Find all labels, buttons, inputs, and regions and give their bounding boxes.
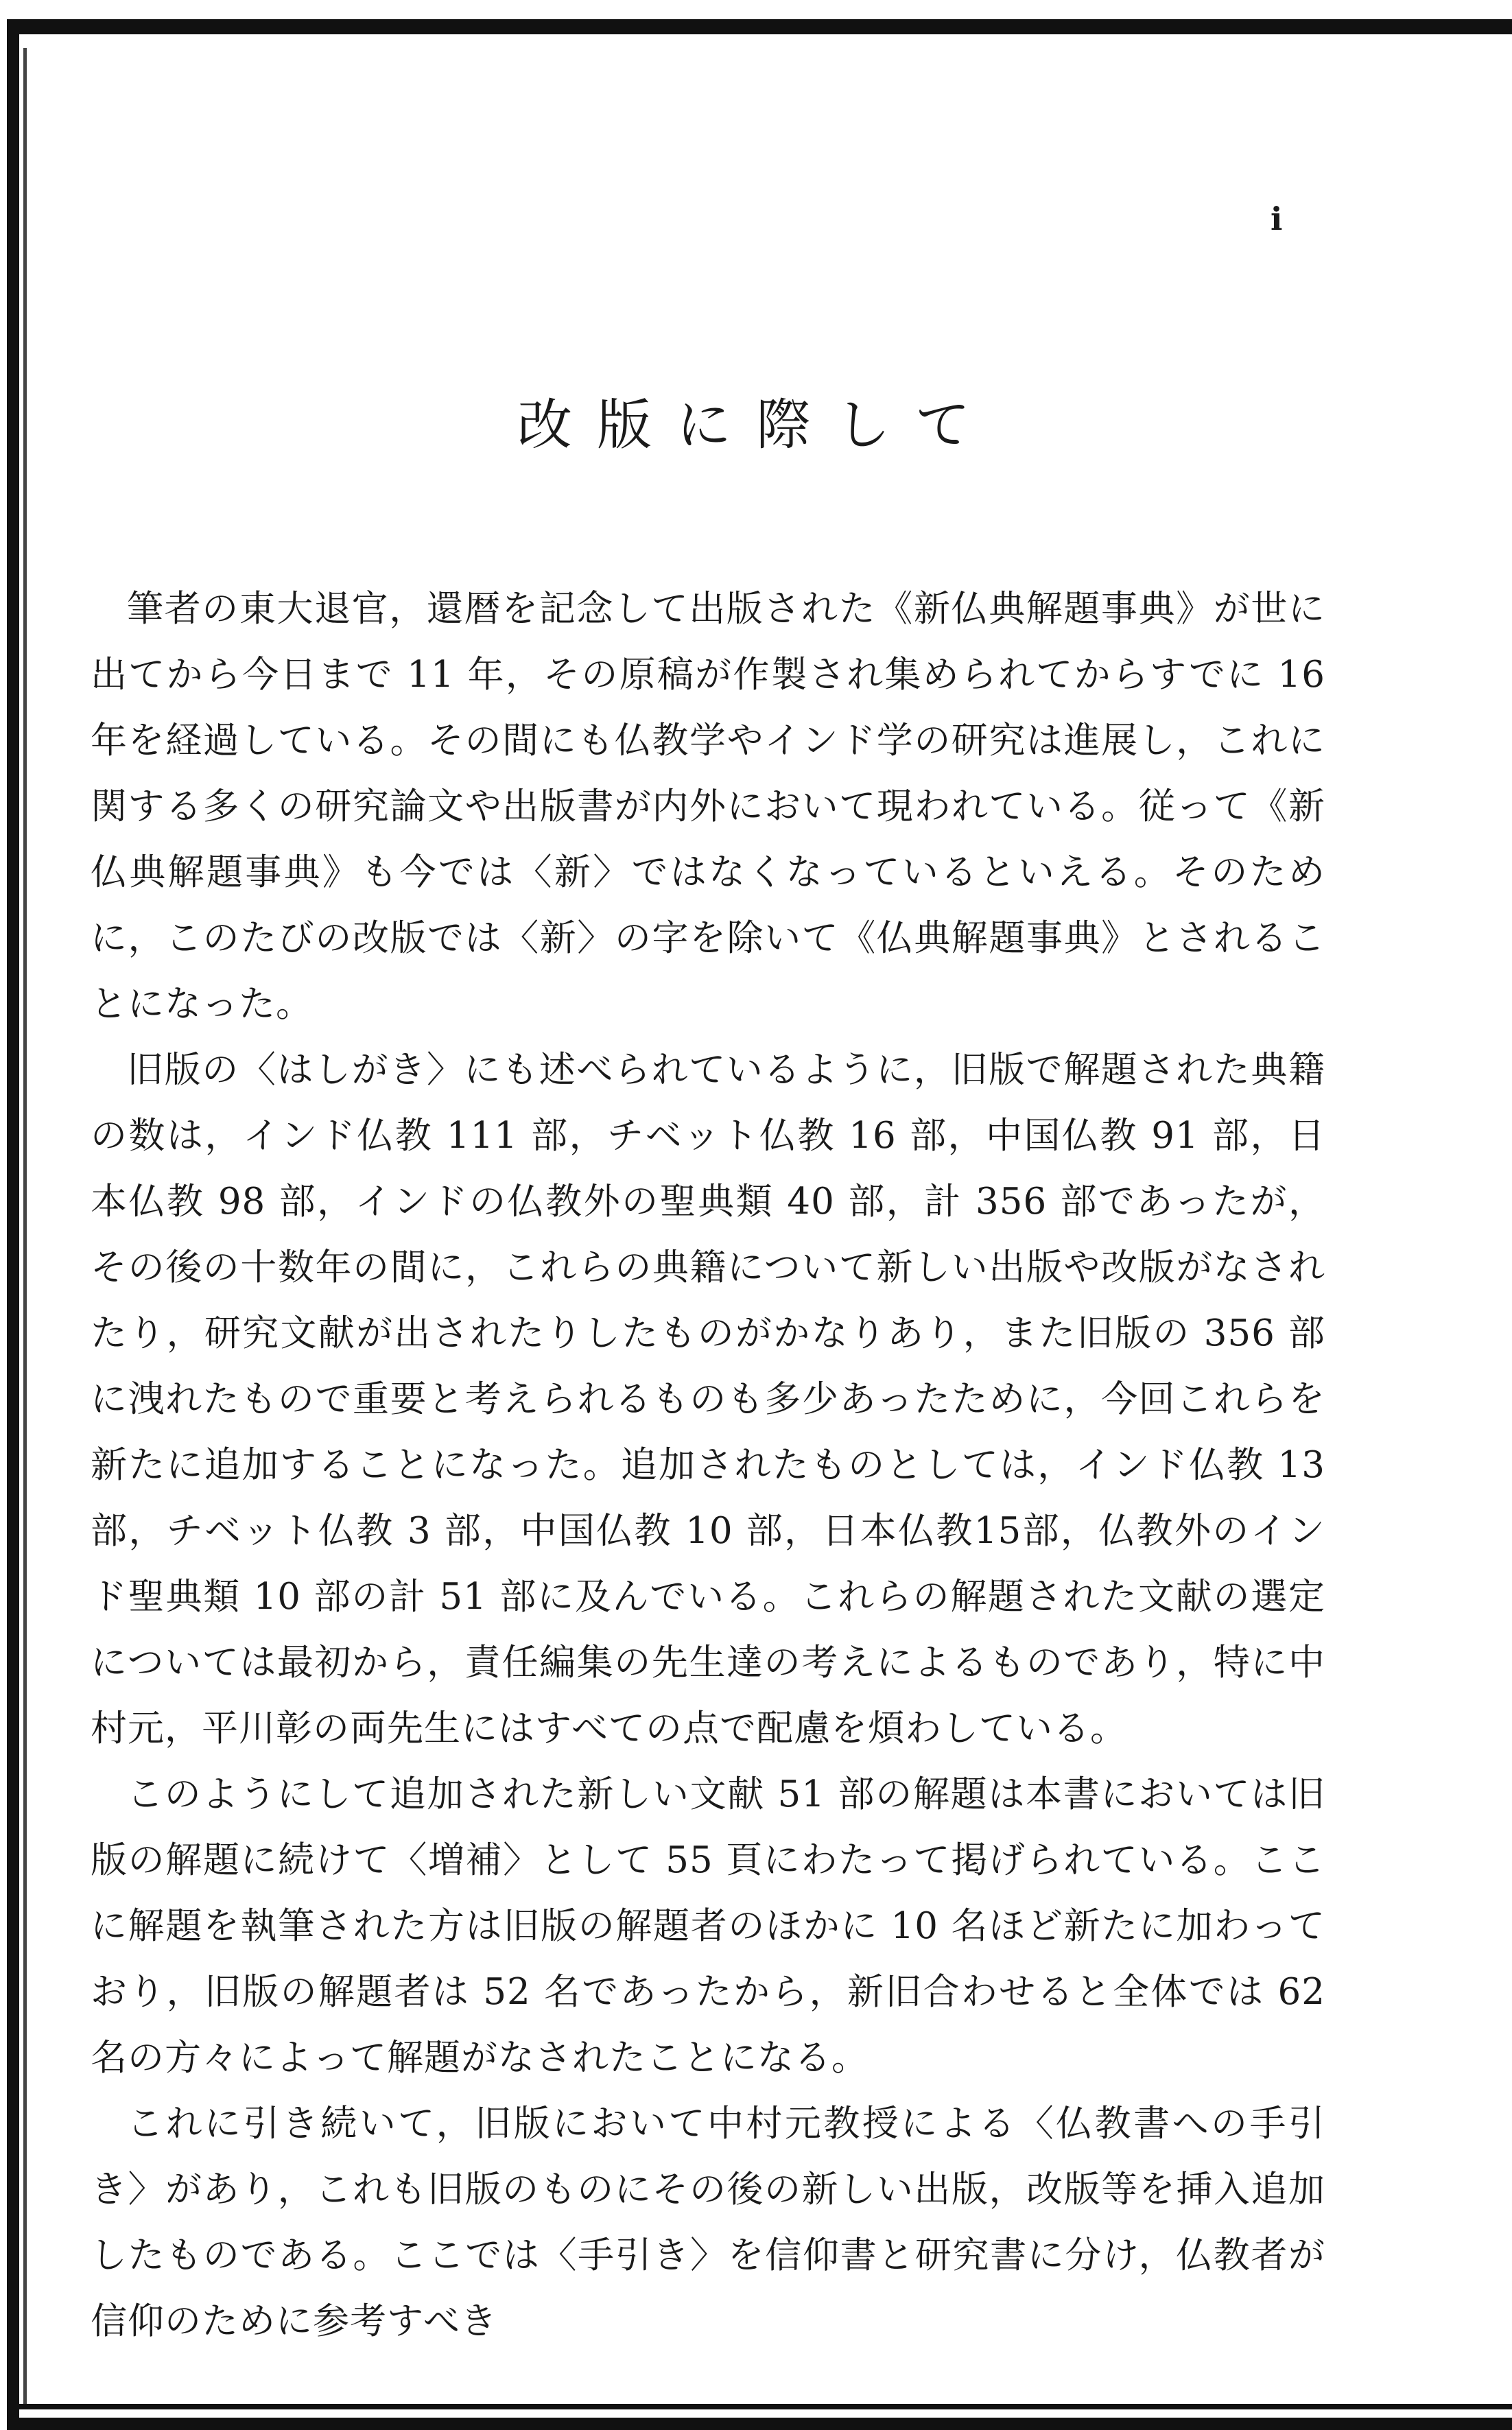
paragraph-3: このようにして追加された新しい文献 51 部の解題は本書においては旧版の解題に続けて〈増補〉として 55 頁にわたって掲げられている。ここに解題を執筆された方は旧版の解題者のほかに 10 名ほど新たに加わっており，旧版の解題者は 52 名であったから，新旧合わせると全体では 62 名の方々によって解題がなされたことになる。 <box>91 1773 1325 2079</box>
scan-border-top <box>7 19 1512 34</box>
scan-border-left <box>7 19 19 2430</box>
scan-border-bottom-outer <box>7 2418 1512 2430</box>
scan-border-bottom <box>7 2404 1512 2409</box>
page-title: 改版に際して <box>517 393 995 457</box>
paragraph-4: これに引き続いて，旧版において中村元教授による〈仏教書への手引き〉があり，これも旧版のものにその後の新しい出版，改版等を挿入追加したものである。ここでは〈手引き〉を信仰書と研究書に分け，仏教者が信仰のために参考すべき <box>91 2103 1325 2342</box>
paragraph-2: 旧版の〈はしがき〉にも述べられているように，旧版で解題された典籍の数は，インド仏教 111 部，チベット仏教 16 部，中国仏教 91 部，日本仏教 98 部，インドの仏教外の聖典類 40 部，計 356 部であったが，その後の十数年の間に，これらの典籍について新しい出版や改版がなされたり，研究文献が出されたりしたものがかなりあり，また旧版の 356 部に洩れたもので重要と考えられるものも多少あったために，今回これらを新たに追加することになった。追加されたものとしては，インド仏教 13 部，チベット仏教 3 部，中国仏教 10 部，日本仏教15部，仏教外のインド聖典類 10 部の計 51 部に及んでいる。これらの解題された文献の選定については最初から，責任編集の先生達の考えによるものであり，特に中村元，平川彰の両先生にはすべての点で配慮を煩わしている。 <box>91 1049 1325 1749</box>
paragraph-1: 筆者の東大退官，還暦を記念して出版された《新仏典解題事典》が世に出てから今日まで 11 年，その原稿が作製され集められてからすでに 16 年を経過している。その間にも仏教学やインド学の研究は進展し，これに関する多くの研究論文や出版書が内外において現われている。従って《新仏典解題事典》も今では〈新〉ではなくなっているといえる。そのために，このたびの改版では〈新〉の字を除いて《仏典解題事典》とされることになった。 <box>91 588 1325 1025</box>
body-text <box>91 576 1325 2355</box>
page-number: i <box>1271 200 1283 237</box>
